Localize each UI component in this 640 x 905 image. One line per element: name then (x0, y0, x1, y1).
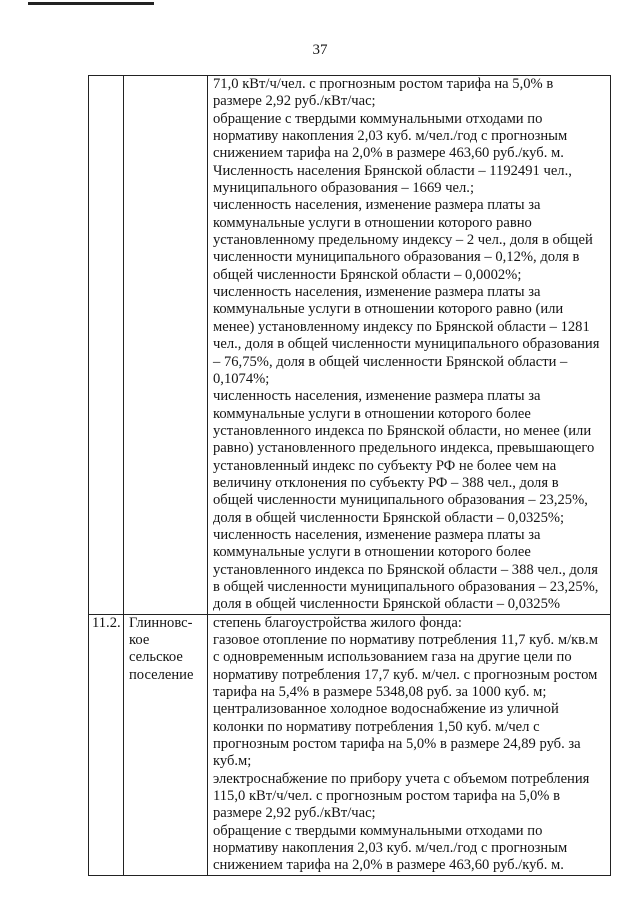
description-line: степень благоустройства жилого фонда: (213, 614, 462, 631)
description-line: нормативу накопления 2,03 куб. м/чел./год с прогнозным (213, 840, 568, 857)
description-line: установленному предельному индексу – 2 чел., доля в общей (213, 232, 593, 249)
description-line: 0,1074%; (213, 370, 270, 387)
description-line: газовое отопление по нормативу потребления 11,7 куб. м/кв.м (213, 632, 598, 648)
municipality-name-line: Глинновс- (129, 614, 193, 631)
municipality-name-line: сельское (129, 649, 183, 666)
description-line: – 76,75%, доля в общей численности Брянской области – (213, 353, 568, 370)
description-line: снижением тарифа на 2,0% в размере 463,60 руб./куб. м. (213, 145, 564, 162)
description-line: тарифа на 5,4% в размере 5348,08 руб. за 1000 куб. м; (213, 684, 547, 701)
description-line: муниципального образования – 1669 чел.; (213, 180, 475, 197)
top-rule (28, 2, 154, 5)
description-line: коммунальные услуги в отношении которого более (213, 544, 531, 561)
description-line: Численность населения Брянской области – 1192491 чел., (213, 162, 572, 179)
description-line: в общей численности муниципального образования – 23,25%, (213, 578, 599, 595)
description-line: с одновременным использованием газа на другие цели по (213, 649, 572, 666)
description-line: общей численности Брянской области – 0,0002%; (213, 266, 522, 283)
description-line: менее) установленному индексу по Брянской области – 1281 (213, 318, 590, 335)
table-row (89, 614, 611, 875)
description-line: чел., доля в общей численности муниципального образования (213, 336, 600, 353)
description-line: численность населения, изменение размера платы за (213, 284, 541, 301)
description-line: общей численности муниципального образования – 23,25%, (213, 492, 588, 509)
description-line: установленного индекса по Брянской области, но менее (или (213, 422, 592, 439)
table-body (89, 76, 611, 876)
description-line: численности муниципального образования – 0,12%, доля в (213, 249, 580, 266)
description-line: численность населения, изменение размера платы за (213, 388, 541, 405)
table-row (89, 76, 611, 615)
description-line: нормативу накопления 2,03 куб. м/чел./год с прогнозным (213, 128, 568, 145)
description-line: численность населения, изменение размера платы за (213, 526, 541, 543)
document-table (88, 75, 611, 876)
row-number-cell (89, 614, 124, 875)
page-number: 37 (312, 42, 328, 58)
description-line: размере 2,92 руб./кВт/час; (213, 93, 376, 110)
description-line: централизованное холодное водоснабжение из уличной (213, 701, 559, 718)
description-line: установленный индекс по субъекту РФ не более чем на (213, 457, 557, 474)
description-line: 115,0 кВт/ч/чел. с прогнозным ростом тарифа на 5,0% в (213, 788, 560, 805)
description-line: коммунальные услуги в отношении которого более (213, 405, 531, 422)
description-line: величину отклонения по субъекту РФ – 388 чел., доля в (213, 474, 559, 491)
description-cell (208, 76, 611, 615)
municipality-name-line: кое (129, 632, 150, 648)
description-line: куб.м; (213, 753, 252, 770)
description-line: 71,0 кВт/ч/чел. с прогнозным ростом тарифа на 5,0% в (213, 76, 554, 92)
description-line: прогнозным ростом тарифа на 5,0% в размере 24,89 руб. за (213, 736, 581, 753)
description-line: коммунальные услуги в отношении которого равно (213, 214, 532, 231)
description-line: коммунальные услуги в отношении которого равно (или (213, 301, 564, 318)
description-line: размере 2,92 руб./кВт/час; (213, 805, 376, 822)
description-line: доля в общей численности Брянской области – 0,0325%; (213, 509, 565, 526)
description-line: установленного индекса по Брянской области – 388 чел., доля (213, 561, 598, 578)
description-line: обращение с твердыми коммунальными отходами по (213, 110, 543, 127)
municipality-name-cell (124, 76, 208, 615)
description-line: обращение с твердыми коммунальными отходами по (213, 822, 543, 839)
description-line: доля в общей численности Брянской области – 0,0325% (213, 596, 561, 613)
description-line: нормативу потребления 17,7 куб. м/чел. с прогнозным ростом (213, 666, 598, 683)
description-line: снижением тарифа на 2,0% в размере 463,60 руб./куб. м. (213, 857, 564, 874)
description-cell (208, 614, 611, 875)
row-number: 11.2. (92, 614, 121, 631)
description-line: численность населения, изменение размера платы за (213, 197, 541, 214)
municipality-name-cell (124, 614, 208, 875)
row-number-cell (89, 76, 124, 615)
description-line: равно) установленного предельного индекса, превышающего (213, 440, 595, 457)
description-line: электроснабжение по прибору учета с объемом потребления (213, 770, 590, 787)
description-line: колонки по нормативу потребления 1,50 куб. м/чел с (213, 718, 540, 735)
municipality-name-line: поселение (129, 666, 194, 683)
